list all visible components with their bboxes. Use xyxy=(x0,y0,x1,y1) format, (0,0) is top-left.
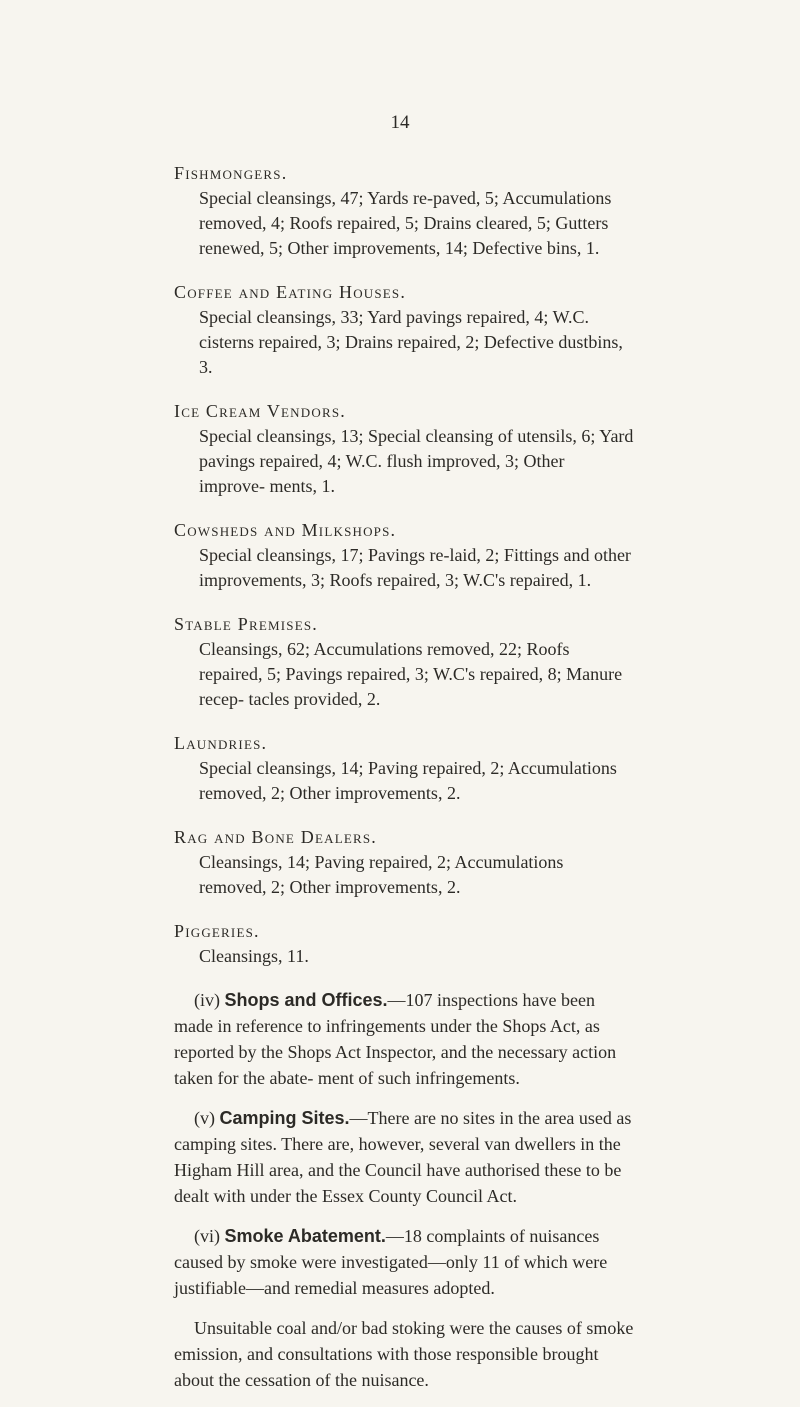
section-body: Cleansings, 62; Accumulations removed, 22; Roofs repaired, 5; Pavings repaired, 3; W.C's repaired, 8; Manure recep- tacles provided, 2. xyxy=(199,639,623,709)
section-body: Special cleansings, 17; Pavings re-laid, 2; Fittings and other improvements, 3; Roofs repaired, 3; W.C's repaired, 1. xyxy=(199,545,631,590)
paragraph-number: (iv) xyxy=(194,990,225,1010)
section-body: Cleansings, 11. xyxy=(199,946,309,966)
section-body: Cleansings, 14; Paving repaired, 2; Accumulations removed, 2; Other improvements, 2. xyxy=(199,852,564,897)
paragraph-number: (v) xyxy=(194,1108,220,1128)
section-stable-premises xyxy=(174,611,634,712)
paragraph-smoke-causes xyxy=(174,1315,634,1393)
paragraph-smoke-abatement xyxy=(174,1223,634,1301)
paragraph-number: (vi) xyxy=(194,1226,225,1246)
section-heading: Cowsheds and Milkshops. xyxy=(174,520,397,540)
section-heading: Ice Cream Vendors. xyxy=(174,401,346,421)
section-body: Special cleansings, 47; Yards re-paved, 5; Accumulations removed, 4; Roofs repaired, 5; Drains cleared, 5; Gutters renewed, 5; Other improvements, 14; Defective bins, 1. xyxy=(199,188,612,258)
section-heading: Fishmongers. xyxy=(174,163,288,183)
section-piggeries xyxy=(174,918,634,969)
paragraph-title: Camping Sites. xyxy=(219,1108,350,1128)
paragraph-text: Unsuitable coal and/or bad stoking were the causes of smoke emission, and consultations with those responsible brought about the cessation of the nuisance. xyxy=(174,1318,634,1390)
section-ice-cream-vendors xyxy=(174,398,634,499)
section-rag-bone-dealers xyxy=(174,824,634,900)
section-body: Special cleansings, 14; Paving repaired, 2; Accumulations removed, 2; Other improvements, 2. xyxy=(199,758,617,803)
paragraph-title: Shops and Offices. xyxy=(224,990,388,1010)
paragraph-text: —18 complaints of nuisances caused by smoke were investigated—only 11 of which were justifiable—and remedial measures adopted. xyxy=(174,1226,608,1298)
section-heading: Coffee and Eating Houses. xyxy=(174,282,407,302)
paragraph-shops-offices xyxy=(174,987,634,1091)
section-fishmongers xyxy=(174,160,634,261)
section-body: Special cleansings, 33; Yard pavings repaired, 4; W.C. cisterns repaired, 3; Drains repaired, 2; Defective dustbins, 3. xyxy=(199,307,623,377)
paragraph-text: —There are no sites in the area used as camping sites. There are, however, several van dwellers in the Higham Hill area, and the Council have authorised these to be dealt with under the Essex County Council Act. xyxy=(174,1108,632,1206)
paragraph-title: Smoke Abatement. xyxy=(224,1226,386,1246)
document-body xyxy=(174,160,634,1407)
section-laundries xyxy=(174,730,634,806)
section-heading: Piggeries. xyxy=(174,921,260,941)
page-number: 14 xyxy=(390,112,410,133)
section-heading: Laundries. xyxy=(174,733,268,753)
section-body: Special cleansings, 13; Special cleansing of utensils, 6; Yard pavings repaired, 4; W.C. flush improved, 3; Other improve- ments, 1. xyxy=(199,426,634,496)
section-heading: Rag and Bone Dealers. xyxy=(174,827,377,847)
paragraph-camping-sites xyxy=(174,1105,634,1209)
section-heading: Stable Premises. xyxy=(174,614,318,634)
section-cowsheds xyxy=(174,517,634,593)
section-coffee-houses xyxy=(174,279,634,380)
paragraph-text: —107 inspections have been made in reference to infringements under the Shops Act, as reported by the Shops Act Inspector, and the necessary action taken for the abate- ment of such infringements. xyxy=(174,990,617,1088)
